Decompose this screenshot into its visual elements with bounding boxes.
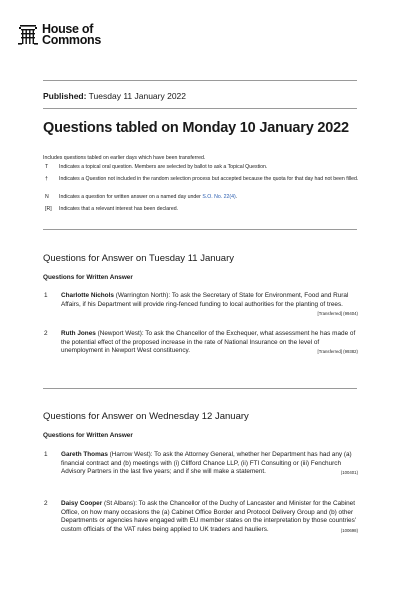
question-number: 2 bbox=[44, 330, 48, 337]
key-symbol: [R] bbox=[45, 206, 52, 212]
section-subheading: Questions for Written Answer bbox=[43, 432, 133, 439]
question-reference: [Transferred] (99404) bbox=[317, 311, 358, 317]
divider bbox=[43, 229, 357, 230]
key-item bbox=[43, 164, 363, 170]
member-name: Charlotte Nichols bbox=[61, 292, 114, 299]
divider bbox=[43, 108, 357, 109]
question-item bbox=[43, 451, 358, 478]
question-text: To ask the Attorney General, whether her Department has had any (a) financial contract and (b) meetings with (i) Clifford Chance LLP, (ii) FTI Consulting or (iii) Fenchurch Advisory Partners in the last five years; and if she will make a statement. bbox=[61, 451, 352, 476]
key-item bbox=[43, 194, 363, 200]
member-name: Daisy Cooper bbox=[61, 500, 103, 507]
section-heading: Questions for Answer on Wednesday 12 January bbox=[43, 411, 249, 422]
question-reference: [Transferred] (99382) bbox=[317, 349, 358, 355]
question-reference: (100698) bbox=[340, 527, 358, 533]
published-line bbox=[43, 91, 186, 101]
question-item bbox=[43, 330, 358, 357]
question-reference: (100401) bbox=[340, 470, 358, 476]
constituency: (Newport West): bbox=[95, 330, 146, 337]
intro-text: Includes questions tabled on earlier days which have been transferred. bbox=[43, 155, 206, 161]
constituency: (Warrington North): bbox=[113, 292, 172, 299]
key-item bbox=[43, 176, 363, 182]
key-symbol: † bbox=[45, 176, 48, 182]
question-text: To ask the Chancellor of the Exchequer, what assessment he has made of the potential effect of the proposed increase in the rate of National Insurance on the level of unemployment in Newport West constituency. bbox=[61, 330, 356, 355]
key-text: Indicates that a relevant interest has been declared. bbox=[59, 206, 179, 212]
key-item bbox=[43, 206, 363, 212]
key-text: Indicates a question for written answer on a named day under bbox=[59, 194, 203, 200]
question-item bbox=[43, 292, 358, 319]
question-text: To ask the Secretary of State for Environment, Food and Rural Affairs, if his Department will provide ring-fenced funding to local authorities for the planting of trees. bbox=[61, 292, 349, 308]
logo-line-1: House of bbox=[42, 22, 94, 36]
divider bbox=[43, 80, 357, 81]
published-label: Published: bbox=[43, 91, 87, 101]
key-text: Indicates a Question not included in the random selection process but accepted because the quota for that day had not been filled. bbox=[59, 176, 359, 182]
section-heading: Questions for Answer on Tuesday 11 January bbox=[43, 253, 234, 264]
member-name: Gareth Thomas bbox=[61, 451, 108, 458]
logo-line-2: Commons bbox=[42, 33, 102, 47]
constituency: (Harrow West): bbox=[107, 451, 155, 458]
page-title: Questions tabled on Monday 10 January 2022 bbox=[43, 120, 349, 136]
member-name: Ruth Jones bbox=[61, 330, 96, 337]
published-date: Tuesday 11 January 2022 bbox=[88, 91, 187, 101]
question-number: 1 bbox=[44, 451, 48, 458]
key-text-end: . bbox=[235, 194, 238, 200]
section-subheading: Questions for Written Answer bbox=[43, 274, 133, 281]
question-text: To ask the Chancellor of the Duchy of Lancaster and Minister for the Cabinet Office, on how many occasions the (a) Cabinet Office Border and Protocol Delivery Group and (b) other Departments or agencies have engaged with EU member states on the interpretation by those countries' custom officials of the VAT rules being applied to UK traders and hauliers. bbox=[61, 500, 356, 533]
standing-order-link[interactable]: S.O. No. 22(4) bbox=[202, 194, 236, 200]
portcullis-icon bbox=[18, 24, 38, 46]
house-of-commons-logo bbox=[18, 24, 101, 46]
question-number: 2 bbox=[44, 500, 48, 507]
question-item bbox=[43, 500, 358, 535]
key-symbol: T bbox=[45, 164, 49, 170]
question-number: 1 bbox=[44, 292, 48, 299]
constituency: (St Albans): bbox=[102, 500, 139, 507]
key-symbol: N bbox=[45, 194, 49, 200]
key-text: Indicates a topical oral question. Members are selected by ballot to ask a Topical Question. bbox=[59, 164, 268, 170]
divider bbox=[43, 388, 357, 389]
